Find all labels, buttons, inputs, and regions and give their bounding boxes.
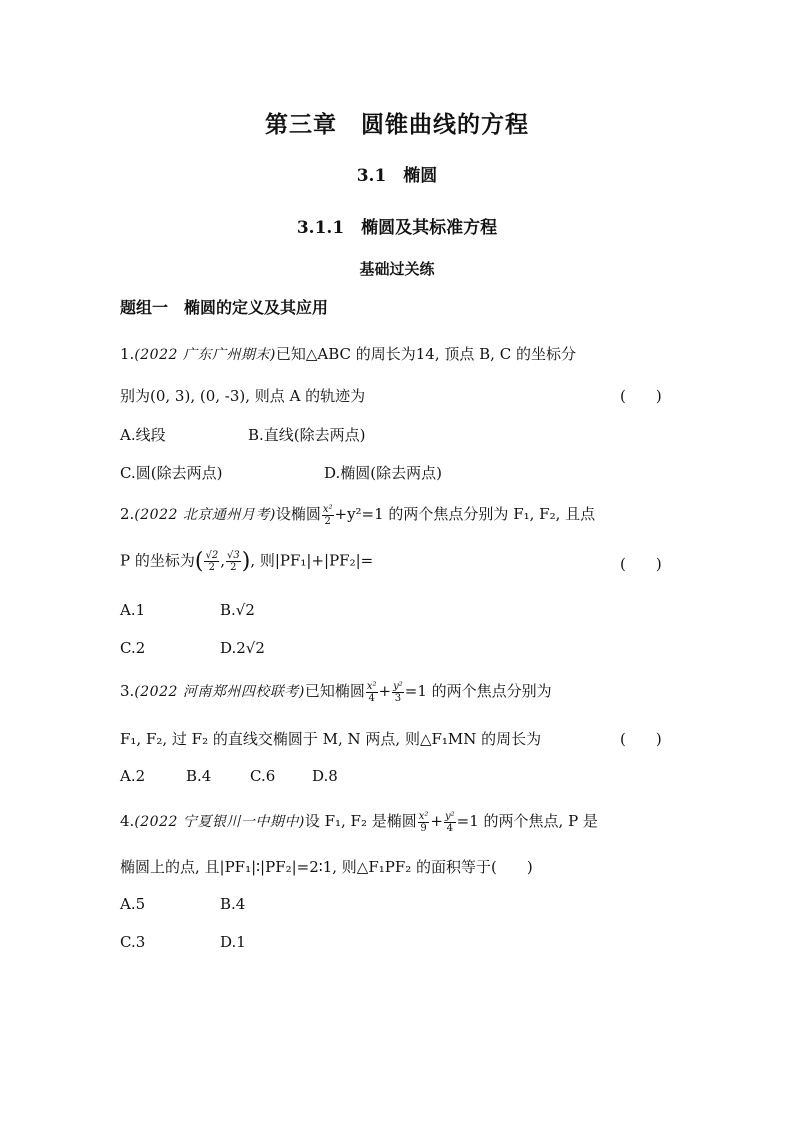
question-2-source: (2022 北京通州月考) — [134, 507, 276, 523]
section-title: 3.1 椭圆 — [356, 166, 438, 186]
fraction-numerator: y² — [393, 680, 403, 692]
coord-x-numerator: √2 — [205, 550, 219, 561]
question-group-title: 题组一 椭圆的定义及其应用 — [120, 298, 329, 317]
question-4-option-c: C.3 — [120, 933, 146, 951]
plus-sign: + — [378, 682, 392, 700]
fraction-numerator: x² — [418, 810, 429, 822]
question-2-number: 2. — [120, 505, 135, 523]
question-2-stem-pre: 设椭圆 — [275, 505, 321, 523]
question-3-line-2: F₁, F₂, 过 F₂ 的直线交椭圆于 M, N 两点, 则△F₁MN 的周长为 — [120, 730, 542, 748]
question-3-option-b: B.4 — [186, 767, 212, 785]
fraction-denominator: 9 — [420, 822, 427, 834]
question-4-answer-bracket: ( ) — [491, 858, 533, 876]
question-2-option-b: B.√2 — [220, 601, 255, 619]
question-4-source: (2022 宁夏银川一中期中) — [134, 814, 305, 830]
question-1-source: (2022 广东广州期末) — [134, 347, 276, 363]
fraction-numerator: x² — [322, 503, 333, 515]
chapter-title: 第三章 圆锥曲线的方程 — [265, 111, 529, 138]
fraction-y-over-3 — [392, 681, 404, 704]
question-4-option-b: B.4 — [220, 895, 246, 913]
question-1-option-d: D.椭圆(除去两点) — [324, 464, 442, 482]
fraction-denominator: 3 — [394, 692, 402, 704]
question-4-stem-post: =1 的两个焦点, P 是 — [456, 812, 598, 830]
coord-y-fraction — [226, 550, 241, 573]
question-3-stem-pre: 已知椭圆 — [304, 682, 365, 700]
plus-sign: + — [430, 812, 443, 830]
question-2-option-d: D.2√2 — [220, 639, 265, 657]
question-1-number: 1. — [120, 345, 135, 363]
fraction-denominator: 2 — [324, 515, 331, 527]
fraction-numerator: y² — [444, 810, 455, 822]
question-2-line-2 — [120, 549, 373, 574]
question-1-option-a: A.线段 — [120, 426, 166, 444]
ellipse-fraction — [322, 504, 334, 527]
question-3-stem-post: =1 的两个焦点分别为 — [404, 682, 552, 700]
fraction-y-over-4 — [444, 811, 456, 834]
question-3-option-c: C.6 — [250, 767, 276, 785]
question-4-option-a: A.5 — [120, 895, 146, 913]
question-1-stem: 已知△ABC 的周长为14, 顶点 B, C 的坐标分 — [275, 345, 576, 363]
question-3-line-1 — [120, 680, 552, 704]
right-paren: ) — [241, 549, 251, 574]
question-1-line-2: 别为(0, 3), (0, -3), 则点 A 的轨迹为 — [120, 387, 366, 405]
question-3-source: (2022 河南郑州四校联考) — [134, 684, 305, 700]
question-2-option-a: A.1 — [120, 601, 146, 619]
question-3-answer-bracket: ( ) — [620, 730, 662, 748]
subsection-title: 3.1.1 椭圆及其标准方程 — [296, 218, 498, 238]
coord-y-numerator: √3 — [226, 550, 240, 561]
question-3-option-a: A.2 — [120, 767, 146, 785]
question-3-option-d: D.8 — [312, 767, 338, 785]
question-3-number: 3. — [120, 682, 135, 700]
fraction-x-over-4 — [366, 681, 378, 704]
question-4-stem-pre: 设 F₁, F₂ 是椭圆 — [304, 812, 417, 830]
question-1-answer-bracket: ( ) — [620, 387, 662, 405]
question-4-number: 4. — [120, 812, 135, 830]
question-4-line-2 — [120, 856, 533, 877]
fraction-denominator: 4 — [368, 692, 375, 704]
level-title: 基础过关练 — [359, 260, 435, 278]
question-2-stem2-pre: P 的坐标为 — [120, 551, 195, 570]
question-2-answer-bracket: ( ) — [620, 555, 662, 573]
question-1-option-b: B.直线(除去两点) — [248, 426, 366, 444]
coord-x-fraction — [204, 550, 219, 573]
question-2-stem2-post: , 则|PF₁|+|PF₂|= — [250, 551, 374, 570]
question-2-option-c: C.2 — [120, 639, 146, 657]
question-2-stem-post: +y²=1 的两个焦点分别为 F₁, F₂, 且点 — [334, 505, 596, 523]
fraction-numerator: x² — [366, 680, 377, 692]
question-4-line-1 — [120, 810, 598, 834]
question-2-line-1 — [120, 503, 595, 527]
question-1-line-1 — [120, 343, 576, 364]
comma: , — [220, 551, 225, 570]
left-paren: ( — [194, 549, 204, 574]
fraction-denominator: 4 — [446, 822, 453, 834]
question-1-option-c: C.圆(除去两点) — [120, 464, 223, 482]
coord-y-denominator: 2 — [230, 562, 237, 573]
question-4-stem2: 椭圆上的点, 且|PF₁|∶|PF₂|=2∶1, 则△F₁PF₂ 的面积等于 — [120, 858, 492, 876]
question-4-option-d: D.1 — [220, 933, 246, 951]
coord-x-denominator: 2 — [208, 562, 216, 573]
fraction-x-over-9 — [418, 811, 430, 834]
